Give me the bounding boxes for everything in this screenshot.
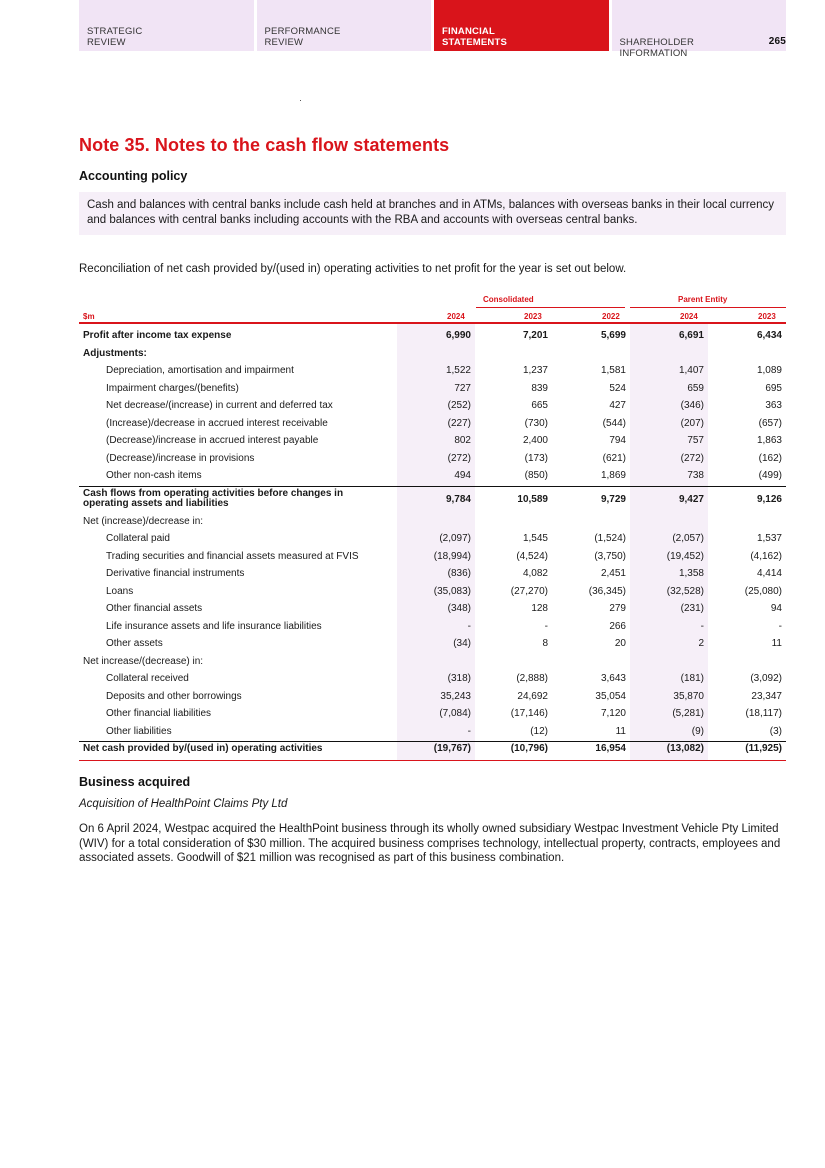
row-value: (19,452) bbox=[666, 550, 704, 562]
row-value: (231) bbox=[680, 603, 704, 614]
row-value: (346) bbox=[680, 400, 704, 411]
row-value: 7,120 bbox=[600, 708, 626, 719]
row-value: 7,201 bbox=[522, 330, 548, 341]
row-value: 9,784 bbox=[445, 493, 471, 505]
row-label: Net decrease/(increase) in current and deferred tax bbox=[106, 400, 333, 411]
row-label-line: operating assets and liabilities bbox=[83, 497, 229, 509]
accounting-policy-box: Cash and balances with central banks include cash held at branches and in ATMs, balances with overseas banks in their local currency and balances with central banks including accounts with the RBA and accounts with overseas central banks. bbox=[79, 192, 786, 235]
row-value: (181) bbox=[680, 673, 704, 684]
row-value: 3,643 bbox=[600, 673, 626, 684]
table-row bbox=[79, 635, 786, 653]
row-value: (272) bbox=[447, 452, 471, 464]
row-value: 279 bbox=[609, 603, 626, 614]
acquisition-subheading: Acquisition of HealthPoint Claims Pty Ltd bbox=[79, 798, 288, 810]
row-value: (621) bbox=[602, 452, 626, 464]
col-header-parent-2023: 2023 bbox=[758, 312, 776, 321]
row-value: 427 bbox=[609, 400, 626, 411]
row-value: 1,089 bbox=[756, 365, 782, 376]
row-value: 266 bbox=[609, 620, 626, 632]
row-label: (Decrease)/increase in accrued interest payable bbox=[106, 435, 319, 446]
table-row bbox=[79, 530, 786, 548]
group-consolidated: Consolidated bbox=[483, 295, 534, 304]
row-label: Net increase/(decrease) in: bbox=[83, 655, 204, 667]
row-value: 6,691 bbox=[678, 330, 704, 341]
row-value: (11,925) bbox=[745, 743, 782, 754]
row-value: 9,729 bbox=[600, 493, 626, 505]
row-value: 665 bbox=[531, 400, 548, 411]
group-underline-parent bbox=[630, 307, 786, 308]
row-value: (10,796) bbox=[510, 743, 548, 754]
row-value: (17,146) bbox=[510, 708, 548, 719]
row-value: 20 bbox=[614, 638, 626, 649]
row-value: 35,870 bbox=[673, 690, 704, 702]
table-row bbox=[79, 380, 786, 398]
table-row bbox=[79, 485, 786, 513]
tab-shareholder-information[interactable] bbox=[612, 0, 787, 59]
table-row bbox=[79, 600, 786, 618]
row-value: (227) bbox=[447, 417, 471, 429]
row-label: Other financial liabilities bbox=[106, 708, 212, 719]
row-value: (499) bbox=[758, 470, 782, 481]
row-value: 4,414 bbox=[756, 568, 782, 579]
row-value: (173) bbox=[524, 452, 548, 464]
table-row bbox=[79, 670, 786, 688]
row-value: 9,427 bbox=[678, 493, 704, 505]
group-underline-consolidated bbox=[476, 307, 625, 308]
tab-performance-review[interactable]: PERFORMANCE REVIEW bbox=[257, 0, 432, 51]
row-value: 1,545 bbox=[522, 533, 548, 544]
table-row bbox=[79, 548, 786, 566]
row-value: (35,083) bbox=[433, 585, 471, 597]
tab-shareholder-information-label: SHAREHOLDER INFORMATION bbox=[619, 37, 695, 59]
reconciliation-intro: Reconciliation of net cash provided by/(used in) operating activities to net profit for the year is set out below. bbox=[79, 263, 627, 275]
row-value: (19,767) bbox=[433, 743, 471, 754]
row-value: 10,589 bbox=[517, 493, 548, 505]
row-value: (207) bbox=[680, 417, 704, 429]
row-value: 8 bbox=[542, 638, 548, 649]
row-value: (4,162) bbox=[750, 550, 782, 562]
row-label: Loans bbox=[106, 585, 134, 597]
row-value: 4,082 bbox=[522, 568, 548, 579]
row-label: Other liabilities bbox=[106, 725, 172, 737]
row-value: - bbox=[544, 620, 548, 632]
row-value: 802 bbox=[454, 435, 471, 446]
row-value: 659 bbox=[687, 382, 704, 394]
row-value: 363 bbox=[765, 400, 782, 411]
row-value: (850) bbox=[524, 470, 548, 481]
col-header-parent-2024: 2024 bbox=[680, 312, 698, 321]
row-value: 695 bbox=[765, 382, 782, 394]
row-value: 128 bbox=[531, 603, 548, 614]
row-value: (7,084) bbox=[439, 708, 471, 719]
unit-label: $m bbox=[83, 312, 95, 321]
row-value: (1,524) bbox=[594, 533, 626, 544]
row-value: (2,888) bbox=[516, 673, 548, 684]
page-number: 265 bbox=[768, 36, 786, 47]
row-value: 6,990 bbox=[445, 330, 471, 341]
row-value: (836) bbox=[447, 568, 471, 579]
row-value: 1,407 bbox=[678, 365, 704, 376]
row-value: (5,281) bbox=[672, 708, 704, 719]
row-value: (657) bbox=[758, 417, 782, 429]
table-bottom-rule bbox=[79, 760, 786, 762]
row-value: 757 bbox=[687, 435, 704, 446]
stray-dot bbox=[300, 100, 301, 101]
table-row bbox=[79, 688, 786, 706]
row-label: Impairment charges/(benefits) bbox=[106, 382, 239, 394]
page-title: Note 35. Notes to the cash flow statements bbox=[79, 135, 450, 155]
row-label: Derivative financial instruments bbox=[106, 568, 245, 579]
row-value: 1,537 bbox=[756, 533, 782, 544]
col-header-cons-2022: 2022 bbox=[602, 312, 620, 321]
row-value: (25,080) bbox=[744, 585, 782, 597]
row-value: (27,270) bbox=[510, 585, 548, 597]
row-value: 738 bbox=[687, 470, 704, 481]
row-value: 1,358 bbox=[678, 568, 704, 579]
table-row bbox=[79, 565, 786, 583]
table-row bbox=[79, 583, 786, 601]
table-row bbox=[79, 653, 786, 671]
row-value: (18,994) bbox=[433, 550, 471, 562]
row-label: Deposits and other borrowings bbox=[106, 690, 242, 702]
row-value: 35,054 bbox=[595, 690, 626, 702]
row-value: 5,699 bbox=[600, 330, 626, 341]
row-value: 1,869 bbox=[600, 470, 626, 481]
row-value: (9) bbox=[691, 725, 704, 737]
row-label bbox=[83, 489, 343, 509]
row-label: Other non-cash items bbox=[106, 470, 202, 481]
row-value: (2,097) bbox=[439, 533, 471, 544]
row-value: (3,750) bbox=[594, 550, 626, 562]
row-value: (2,057) bbox=[672, 533, 704, 544]
row-value: 1,581 bbox=[600, 365, 626, 376]
row-label: Life insurance assets and life insurance liabilities bbox=[106, 620, 322, 632]
row-value: (18,117) bbox=[745, 708, 782, 719]
row-value: (12) bbox=[530, 725, 548, 737]
header-rule bbox=[79, 322, 786, 324]
row-value: (3,092) bbox=[750, 673, 782, 684]
row-value: (13,082) bbox=[666, 743, 704, 754]
row-value: 727 bbox=[454, 382, 471, 394]
table-row bbox=[79, 723, 786, 741]
row-value: 11 bbox=[771, 638, 782, 649]
table-row bbox=[79, 397, 786, 415]
row-value: 6,434 bbox=[756, 330, 782, 341]
row-label: (Increase)/decrease in accrued interest receivable bbox=[106, 417, 328, 429]
accounting-policy-heading: Accounting policy bbox=[79, 169, 188, 183]
table-row bbox=[79, 327, 786, 345]
table-row bbox=[79, 450, 786, 468]
table-row bbox=[79, 432, 786, 450]
row-value: (348) bbox=[447, 603, 471, 614]
row-value: - bbox=[467, 725, 471, 737]
row-label: Adjustments: bbox=[83, 347, 147, 359]
row-value: 524 bbox=[609, 382, 626, 394]
row-label-line: Cash flows from operating activities before changes in bbox=[83, 487, 344, 499]
row-value: 23,347 bbox=[751, 690, 782, 702]
row-value: - bbox=[778, 620, 782, 632]
row-value: - bbox=[700, 620, 704, 632]
table-row bbox=[79, 362, 786, 380]
row-value: 11 bbox=[615, 725, 626, 737]
row-label: Net (increase)/decrease in: bbox=[83, 515, 204, 527]
row-value: (272) bbox=[680, 452, 704, 464]
row-value: 16,954 bbox=[595, 743, 626, 754]
row-value: (36,345) bbox=[588, 585, 626, 597]
acquisition-text: On 6 April 2024, Westpac acquired the HealthPoint business through its wholly owned subsidiary Westpac Investment Vehicle Pty Limited (WIV) for a total consideration of $30 million. The acquired business comprises technology, intellectual property, contracts, employees and associated assets. Goodwill of $21 million was recognised as part of this business combination. bbox=[79, 823, 781, 864]
row-value: 794 bbox=[609, 435, 626, 446]
tab-strategic-review[interactable]: STRATEGIC REVIEW bbox=[79, 0, 254, 51]
col-header-cons-2024: 2024 bbox=[447, 312, 465, 321]
row-value: (162) bbox=[758, 452, 782, 464]
row-label: Profit after income tax expense bbox=[83, 330, 232, 341]
business-acquired-heading: Business acquired bbox=[79, 775, 191, 789]
row-value: 1,522 bbox=[445, 365, 471, 376]
row-label: (Decrease)/increase in provisions bbox=[106, 452, 255, 464]
table-row bbox=[79, 345, 786, 363]
row-value: 1,237 bbox=[522, 365, 548, 376]
row-value: (4,524) bbox=[516, 550, 548, 562]
row-value: 35,243 bbox=[440, 690, 471, 702]
group-parent-entity: Parent Entity bbox=[678, 295, 728, 304]
table-row bbox=[79, 467, 786, 485]
row-label: Collateral received bbox=[106, 673, 189, 684]
row-value: (318) bbox=[447, 673, 471, 684]
row-label: Collateral paid bbox=[106, 533, 170, 544]
row-value: (544) bbox=[602, 417, 626, 429]
row-label: Trading securities and financial assets measured at FVIS bbox=[106, 550, 359, 562]
table-row bbox=[79, 415, 786, 433]
row-value: 494 bbox=[454, 470, 471, 481]
row-value: 2,451 bbox=[600, 568, 626, 579]
row-label: Net cash provided by/(used in) operating activities bbox=[83, 743, 323, 754]
row-value: (730) bbox=[524, 417, 548, 429]
row-value: (252) bbox=[447, 400, 471, 411]
section-nav bbox=[79, 0, 786, 59]
row-value: - bbox=[467, 620, 471, 632]
row-value: 1,863 bbox=[756, 435, 782, 446]
col-header-cons-2023: 2023 bbox=[524, 312, 542, 321]
table-row bbox=[79, 705, 786, 723]
row-label: Other assets bbox=[106, 638, 163, 649]
table-row bbox=[79, 740, 786, 758]
row-value: 24,692 bbox=[517, 690, 548, 702]
row-value: (3) bbox=[769, 725, 782, 737]
table-row bbox=[79, 618, 786, 636]
row-value: (32,528) bbox=[666, 585, 704, 597]
row-label: Depreciation, amortisation and impairment bbox=[106, 365, 294, 376]
row-value: 9,126 bbox=[756, 493, 782, 505]
row-value: 94 bbox=[770, 603, 782, 614]
row-value: (34) bbox=[453, 638, 471, 649]
tab-financial-statements[interactable]: FINANCIAL STATEMENTS bbox=[434, 0, 609, 51]
row-label: Other financial assets bbox=[106, 603, 203, 614]
row-value: 2,400 bbox=[522, 435, 548, 446]
row-value: 2 bbox=[698, 638, 704, 649]
row-value: 839 bbox=[531, 382, 548, 394]
table-row bbox=[79, 513, 786, 531]
